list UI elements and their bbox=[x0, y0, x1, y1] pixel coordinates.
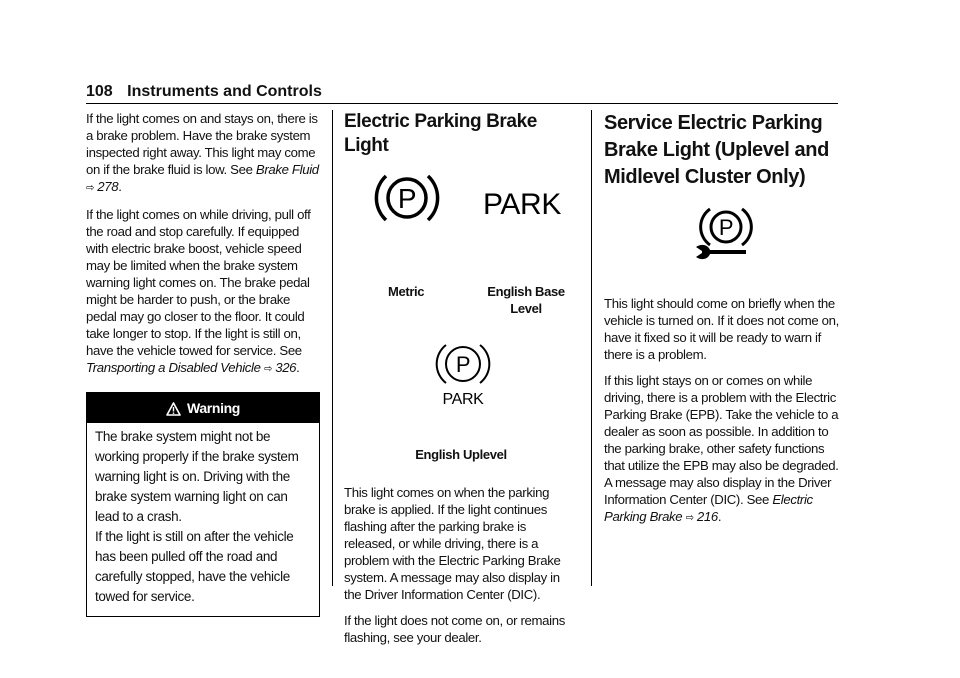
page-ref-arrow-icon: ⇨ bbox=[263, 363, 272, 375]
warning-text-1: The brake system might not be working properly if the brake system warning light is on. Driving with the brake system warning light on can lead to a crash. bbox=[95, 429, 299, 524]
period: . bbox=[296, 360, 300, 375]
service-parking-brake-icon bbox=[690, 203, 770, 263]
column-divider-1 bbox=[332, 110, 333, 586]
service-paragraph-3 bbox=[604, 474, 842, 527]
period: . bbox=[118, 179, 122, 194]
header-rule bbox=[86, 103, 838, 104]
epb-paragraph-2: If the light does not come on, or remains flashing, see your dealer. bbox=[344, 613, 565, 645]
page-number: 108 bbox=[86, 83, 113, 100]
xref-electric-parking-brake[interactable]: Electric Parking Brake bbox=[604, 492, 813, 524]
icon-subtext: PARK bbox=[442, 391, 484, 408]
warning-title: Warning bbox=[186, 400, 241, 416]
epb-paragraph-1: This light comes on when the parking brake is applied. If the light continues flashing after the parking brake is released, or while driving, there is a problem with the Electric Parking Brake system. A message may also display in the Driver Information Center (DIC). bbox=[344, 485, 561, 602]
icon-figure-row-2 bbox=[344, 288, 578, 462]
caption-metric: Metric bbox=[388, 284, 425, 299]
xref-transporting[interactable]: Transporting a Disabled Vehicle bbox=[86, 360, 261, 375]
chapter-title: Instruments and Controls bbox=[127, 83, 322, 100]
caption-english-uplevel: English Uplevel bbox=[415, 447, 507, 462]
section-title-service-epb: Service Electric Parking Brake Light (Uplevel and Midlevel Cluster Only) bbox=[604, 112, 829, 188]
brake-light-paragraph-2 bbox=[86, 206, 320, 378]
service-paragraph-1: This light should come on briefly when the vehicle is turned on. If it does not come on, have it fixed so it will be ready to warn if there is a problem. bbox=[604, 296, 839, 362]
column-2 bbox=[344, 110, 578, 655]
xref-page-326[interactable]: 326 bbox=[275, 360, 297, 375]
parking-brake-metric-icon bbox=[372, 168, 442, 228]
brake-light-paragraph-1 bbox=[86, 110, 320, 197]
warning-body bbox=[87, 423, 319, 616]
icon-figure-row bbox=[344, 168, 578, 316]
xref-brake-fluid[interactable]: Brake Fluid bbox=[255, 162, 319, 177]
park-text-icon bbox=[482, 182, 562, 222]
icon-glyph: P bbox=[455, 352, 471, 377]
page-ref-arrow-icon: ⇨ bbox=[86, 182, 94, 194]
service-icon-figure bbox=[604, 191, 842, 295]
page-ref-arrow-icon: ⇨ bbox=[685, 512, 694, 524]
paragraph-text: A message may also display in the Driver Information Center (DIC). See bbox=[604, 475, 832, 507]
column-3 bbox=[604, 110, 842, 536]
paragraph-text: If the light comes on and stays on, there is a brake problem. Have the brake system inspected right away. This light may come on if the brake fluid is low. See bbox=[86, 111, 318, 177]
period: . bbox=[717, 509, 722, 524]
section-title-epb-light: Electric Parking Brake Light bbox=[344, 111, 537, 156]
warning-box bbox=[86, 392, 320, 617]
page-header bbox=[86, 83, 322, 101]
icon-glyph: PARK bbox=[482, 188, 562, 221]
column-1 bbox=[86, 110, 320, 617]
column-divider-2 bbox=[591, 110, 592, 586]
icon-glyph: P bbox=[397, 183, 417, 214]
xref-page-278[interactable]: 278 bbox=[97, 179, 119, 194]
xref-page-216[interactable]: 216 bbox=[696, 509, 718, 524]
parking-brake-uplevel-icon bbox=[433, 340, 493, 410]
service-paragraph-2: If this light stays on or comes on while driving, there is a problem with the Electric Parking Brake (EPB). Take the vehicle to a dealer as soon as possible. In addition to the parking brake, other safety functions that utilize the EPB may also be degraded. bbox=[604, 373, 839, 473]
warning-text-2: If the light is still on after the vehicle has been pulled off the road and carefully stopped, have the vehicle towed for service. bbox=[95, 529, 294, 604]
warning-triangle-icon bbox=[166, 402, 181, 416]
caption-english-base: English Base Level bbox=[487, 284, 565, 316]
paragraph-text: If the light comes on while driving, pull off the road and stop carefully. If equipped with electric brake boost, vehicle speed may be limited when the brake system warning light comes on. The brake pedal might be harder to push, or the brake pedal may go closer to the floor. It could take longer to stop. If the light is still on, have the vehicle towed for service. See bbox=[86, 207, 311, 358]
warning-header bbox=[87, 393, 319, 423]
icon-glyph: P bbox=[718, 215, 734, 240]
